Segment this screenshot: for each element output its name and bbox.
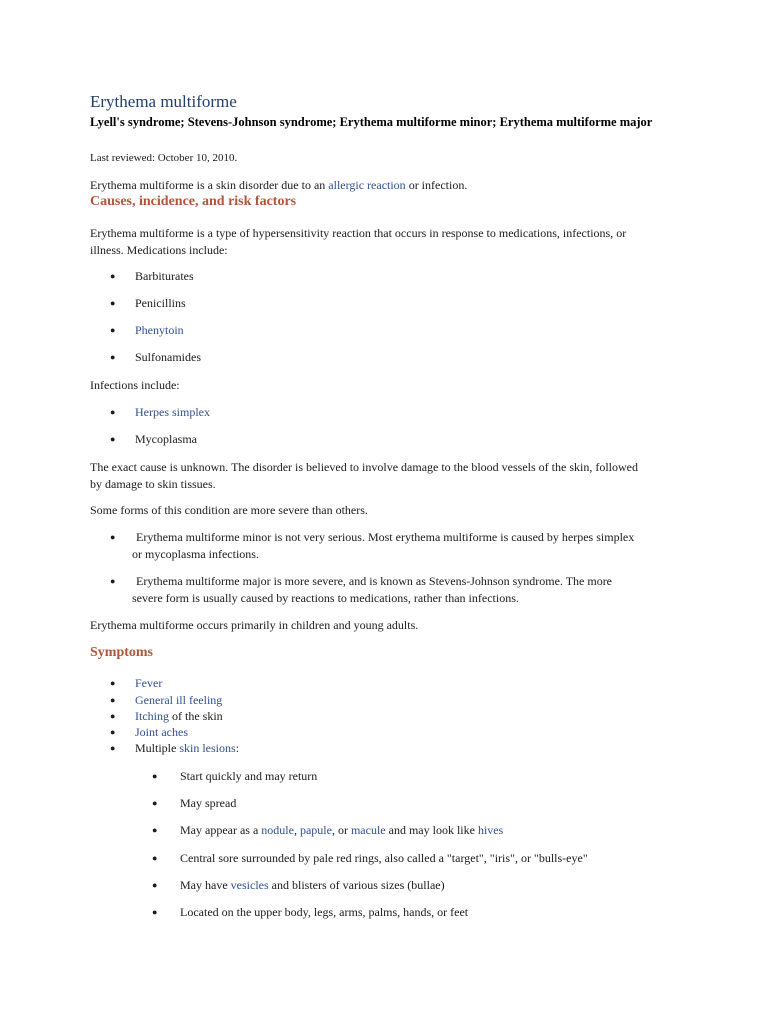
form-major-line-1: Erythema multiforme major is more severe, and is known as Stevens-Johnson syndrome. The more — [136, 574, 613, 588]
bullet-icon: ● — [152, 825, 158, 835]
bullet-icon: ● — [110, 407, 116, 417]
bullet-icon: ● — [110, 727, 116, 737]
form-major-line-2: severe form is usually caused by reactions to medications, rather than infections. — [132, 591, 519, 605]
medication-label: Penicillins — [135, 296, 186, 310]
bullet-icon: ● — [152, 880, 158, 890]
intro-text: Erythema multiforme is a skin disorder due to an — [90, 178, 329, 192]
causes-line-1: Erythema multiforme is a type of hypersensitivity reaction that occurs in response to medications, infections, or — [90, 226, 627, 240]
medication-label: Barbiturates — [135, 269, 194, 283]
lesion-text: and may look like — [385, 823, 478, 837]
causes-paragraph — [90, 225, 680, 259]
bullet-icon: ● — [110, 743, 116, 753]
lesion-text: , — [293, 823, 300, 837]
bullet-icon: ● — [110, 711, 116, 721]
lesion-text: May have — [180, 878, 231, 892]
bullet-icon: ● — [110, 298, 116, 308]
infection-label: Mycoplasma — [135, 432, 197, 446]
intro-paragraph — [90, 177, 680, 194]
occurs-paragraph: Erythema multiforme occurs primarily in children and young adults. — [90, 618, 419, 632]
lesion-text: Central sore surrounded by pale red rings, also called a "target", "iris", or "bulls-eye" — [180, 851, 588, 865]
bullet-icon: ● — [110, 678, 116, 688]
multiple-text: Multiple — [135, 741, 180, 755]
form-minor-line-2: or mycoplasma infections. — [132, 547, 259, 561]
lesion-text: May appear as a — [180, 823, 262, 837]
page-title: Erythema multiforme — [90, 92, 237, 111]
bullet-icon: ● — [152, 853, 158, 863]
lesion-text: May spread — [180, 796, 237, 810]
symptoms-heading: Symptoms — [90, 645, 154, 660]
phenytoin-link[interactable]: Phenytoin — [135, 323, 184, 337]
papule-link[interactable]: papule — [299, 823, 332, 837]
intro-text-end: or infection. — [405, 178, 468, 192]
bullet-icon: ● — [110, 434, 116, 444]
joint-aches-link[interactable]: Joint aches — [135, 725, 188, 739]
multiple-colon: : — [235, 741, 240, 755]
bullet-icon: ● — [110, 271, 116, 281]
causes-heading: Causes, incidence, and risk factors — [90, 194, 297, 209]
fever-link[interactable]: Fever — [135, 676, 163, 690]
last-reviewed: Last reviewed: October 10, 2010. — [90, 152, 238, 164]
general-ill-feeling-link[interactable]: General ill feeling — [135, 693, 223, 707]
bullet-icon: ● — [152, 798, 158, 808]
forms-label: Some forms of this condition are more severe than others. — [90, 503, 368, 517]
herpes-simplex-link[interactable]: Herpes simplex — [135, 405, 210, 419]
form-minor-line-1: Erythema multiforme minor is not very serious. Most erythema multiforme is caused by herpes simplex — [136, 530, 635, 544]
bullet-icon: ● — [110, 532, 116, 542]
bullet-icon: ● — [152, 907, 158, 917]
cause-line-1: The exact cause is unknown. The disorder is believed to involve damage to the blood vessels of the skin, followed — [90, 460, 638, 474]
hives-link[interactable]: hives — [477, 823, 504, 837]
vesicles-link[interactable]: vesicles — [230, 878, 269, 892]
bullet-icon: ● — [110, 695, 116, 705]
allergic-reaction-link[interactable]: allergic reaction — [328, 178, 406, 192]
cause-paragraph — [90, 459, 680, 493]
nodule-link[interactable]: nodule — [261, 823, 294, 837]
lesion-text: and blisters of various sizes (bullae) — [268, 878, 445, 892]
bullet-icon: ● — [152, 771, 158, 781]
bullet-icon: ● — [110, 352, 116, 362]
infections-label: Infections include: — [90, 378, 180, 392]
page-subtitle: Lyell's syndrome; Stevens-Johnson syndrome; Erythema multiforme minor; Erythema multiforme major — [90, 115, 653, 129]
bullet-icon: ● — [110, 325, 116, 335]
bullet-icon: ● — [110, 576, 116, 586]
lesion-text: Located on the upper body, legs, arms, palms, hands, or feet — [180, 905, 469, 919]
lesion-text: , or — [331, 823, 351, 837]
medication-label: Sulfonamides — [135, 350, 201, 364]
skin-lesions-link[interactable]: skin lesions — [179, 741, 236, 755]
macule-link[interactable]: macule — [350, 823, 386, 837]
causes-line-2: illness. Medications include: — [90, 243, 228, 257]
symptom-text: of the skin — [169, 709, 223, 723]
lesion-text: Start quickly and may return — [180, 769, 318, 783]
itching-link[interactable]: Itching — [135, 709, 169, 723]
cause-line-2: by damage to skin tissues. — [90, 477, 216, 491]
